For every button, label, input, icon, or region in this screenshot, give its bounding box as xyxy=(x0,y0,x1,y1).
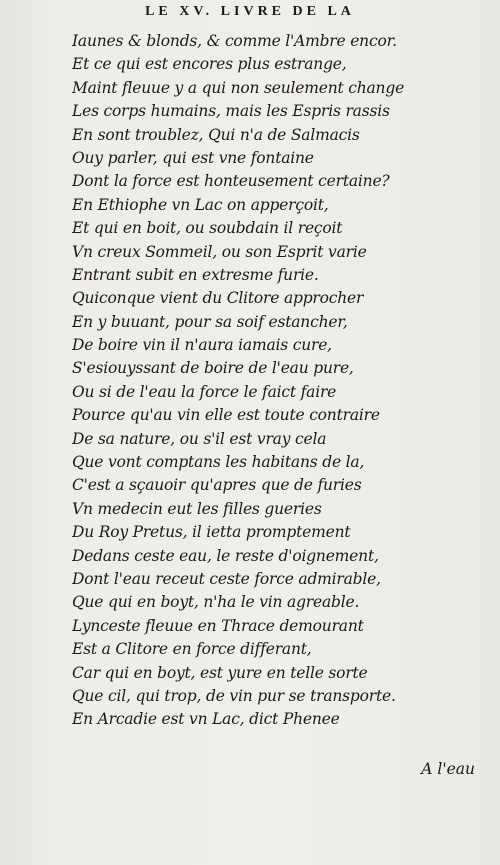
verse-line: Pource qu'au vin elle est toute contraire xyxy=(72,406,380,425)
verse-line: Est a Clitore en force differant, xyxy=(72,640,312,659)
verse-line: Et qui en boit, ou soubdain il reçoit xyxy=(72,219,343,238)
verse-line: Que qui en boyt, n'ha le vin agreable. xyxy=(72,593,360,612)
verse-line: En Ethiophe vn Lac on apperçoit, xyxy=(72,195,329,214)
verse-line: Et ce qui est encores plus estrange, xyxy=(72,55,347,74)
verse-line: S'esiouyssant de boire de l'eau pure, xyxy=(72,359,354,378)
verse-block xyxy=(72,30,482,732)
catchword: A l'eau xyxy=(421,760,475,778)
verse-line: Vn medecin eut les filles gueries xyxy=(72,499,322,518)
verse-line: Vn creux Sommeil, ou son Esprit varie xyxy=(72,242,367,261)
verse-line: Lynceste fleuue en Thrace demourant xyxy=(72,616,364,635)
verse-line: Ou si de l'eau la force le faict faire xyxy=(72,382,337,401)
verse-line: Dont l'eau receut ceste force admirable, xyxy=(72,569,381,588)
verse-line: C'est a sçauoir qu'apres que de furies xyxy=(72,476,362,495)
verse-line: Entrant subit en extresme furie. xyxy=(72,265,319,284)
verse-line: Dedans ceste eau, le reste d'oignement, xyxy=(72,546,379,565)
verse-line: Ouy parler, qui est vne fontaine xyxy=(72,148,314,167)
verse-line: Que vont comptans les habitans de la, xyxy=(72,453,365,472)
verse-line: Quiconque vient du Clitore approcher xyxy=(72,289,364,308)
verse-line: De boire vin il n'aura iamais cure, xyxy=(72,336,332,355)
verse-line: De sa nature, ou s'il est vray cela xyxy=(72,429,327,448)
verse-line: Les corps humains, mais les Espris rassis xyxy=(72,102,390,121)
verse-line: Iaunes & blonds, & comme l'Ambre encor. xyxy=(72,32,397,50)
running-header: LE XV. LIVRE DE LA xyxy=(145,4,355,19)
verse-line: En Arcadie est vn Lac, dict Phenee xyxy=(72,710,340,729)
verse-line: Car qui en boyt, est yure en telle sorte xyxy=(72,663,368,682)
verse-line: En y buuant, pour sa soif estancher, xyxy=(72,312,348,331)
verse-line: Du Roy Pretus, il ietta promptement xyxy=(72,523,351,542)
verse-line: Maint fleuue y a qui non seulement change xyxy=(72,78,405,97)
verse-line: En sont troublez, Qui n'a de Salmacis xyxy=(72,125,360,144)
verse-line: Dont la force est honteusement certaine? xyxy=(72,172,390,191)
verse-line: Que cil, qui trop, de vin pur se transporte. xyxy=(72,686,396,705)
